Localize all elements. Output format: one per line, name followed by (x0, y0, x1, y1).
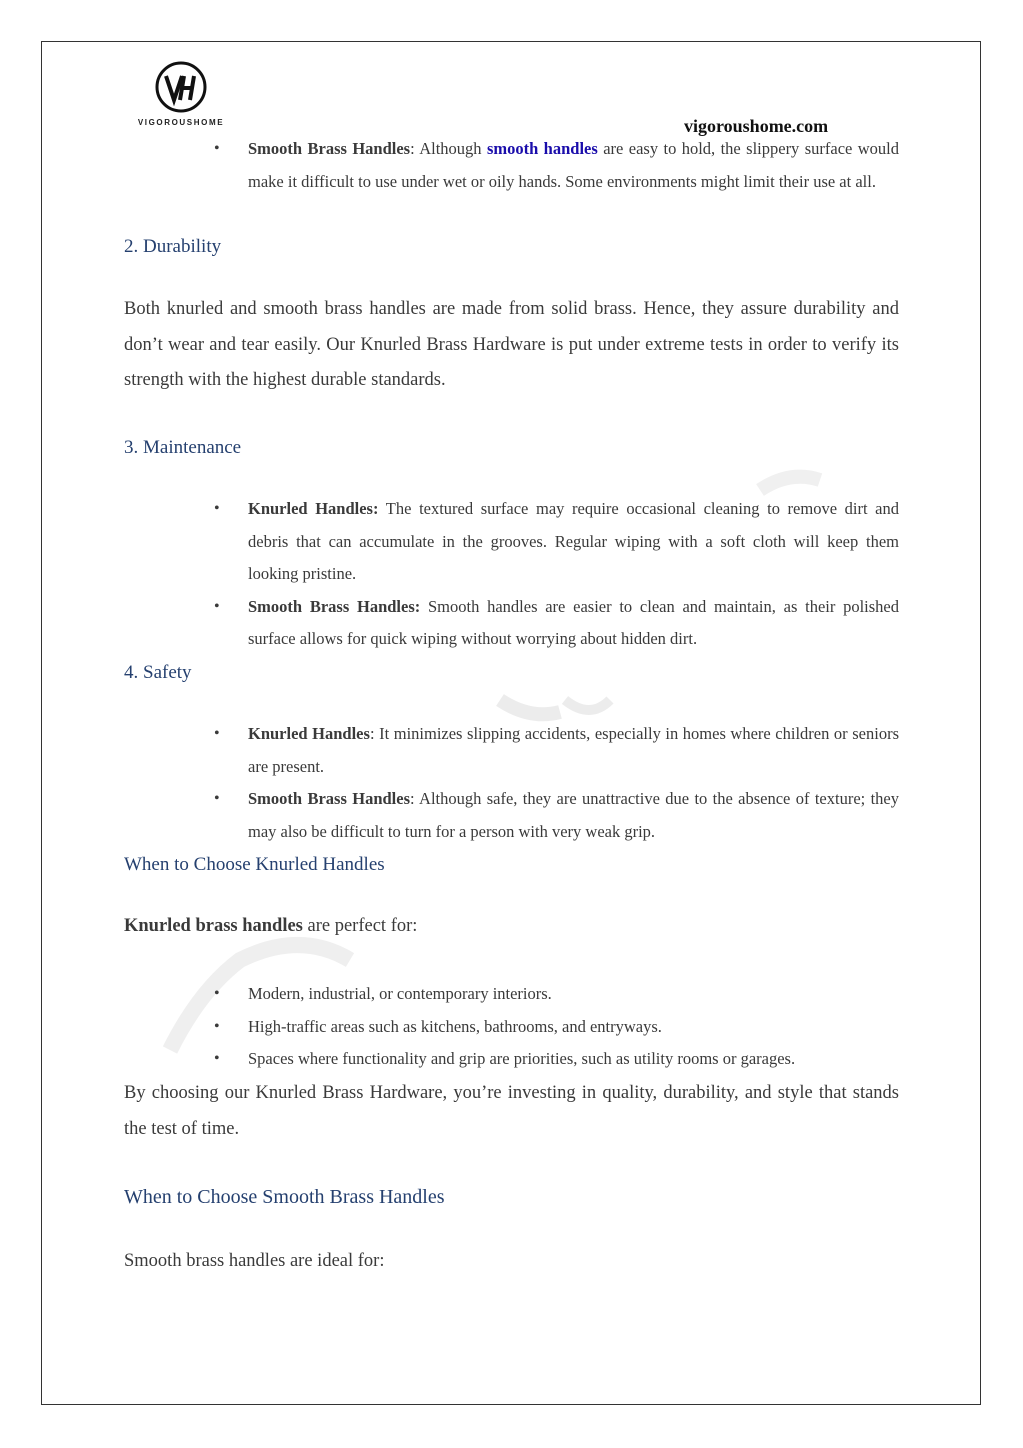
list-item (210, 1043, 899, 1076)
maintenance-list (210, 493, 899, 656)
item-bold-label: Smooth Brass Handles: (248, 596, 421, 616)
list-item (210, 718, 899, 783)
item-text: Spaces where functionality and grip are priorities, such as utility rooms or garages. (248, 1049, 796, 1068)
knurled-closing-paragraph: By choosing our Knurled Brass Hardware, you’re investing in quality, durability, and style that stands the test of time. (124, 1083, 899, 1139)
durability-heading: 2. Durability (124, 236, 222, 257)
maintenance-heading: 3. Maintenance (124, 437, 242, 458)
knurled-choice-list (210, 978, 899, 1076)
item-text: are easy to hold, the slippery surface would make it difficult to use under wet or oily hands. Some environments might limit their use at all. (248, 139, 900, 191)
item-bold-label: Knurled Handles: (248, 499, 379, 518)
list-item (210, 591, 899, 656)
item-text: The textured surface may require occasional cleaning to remove dirt and debris that can accumulate in the grooves. Regular wiping with a soft cloth will keep them looking pristine. (248, 499, 900, 583)
bullet-icon: • (214, 140, 220, 157)
logo-mark-icon (122, 60, 240, 116)
item-bold-label: Smooth Brass Handles (248, 139, 411, 158)
item-bold-label: Smooth Brass Handles (248, 789, 410, 808)
logo-text: VIGOROUSHOME (137, 118, 225, 127)
item-text: : It minimizes slipping accidents, especially in homes where children or seniors are present. (248, 724, 899, 776)
smooth-choice-heading: When to Choose Smooth Brass Handles (124, 1186, 445, 1208)
list-item (210, 133, 899, 198)
list-item (210, 978, 899, 1011)
item-text: : Although (410, 139, 487, 158)
bullet-icon: • (214, 597, 220, 615)
list-item (210, 493, 899, 591)
item-text: : Although safe, they are unattractive due to the absence of texture; they may also be difficult to turn for a person with very weak grip. (248, 789, 899, 841)
smooth-choice-lead: Smooth brass handles are ideal for: (124, 1251, 385, 1271)
knurled-lead (124, 909, 899, 945)
bullet-icon: • (214, 1017, 220, 1035)
intro-bullet-list (210, 133, 899, 198)
list-item (210, 783, 899, 848)
item-bold-label: Knurled Handles (248, 724, 370, 743)
safety-list (210, 718, 899, 848)
bullet-icon: • (214, 725, 220, 742)
bullet-icon: • (214, 985, 220, 1002)
bullet-icon: • (214, 1050, 220, 1067)
item-text: Modern, industrial, or contemporary interiors. (248, 984, 552, 1003)
list-item (210, 1011, 899, 1044)
bullet-icon: • (214, 790, 220, 807)
durability-paragraph: Both knurled and smooth brass handles are made from solid brass. Hence, they assure durability and don’t wear and tear easily. Our Knurled Brass Hardware is put under extreme tests in order to verify its strength with the highest durable standards. (124, 299, 899, 390)
knurled-choice-heading: When to Choose Knurled Handles (124, 854, 385, 875)
lead-text: are perfect for: (302, 916, 418, 936)
safety-heading: 4. Safety (124, 662, 192, 683)
item-text: Smooth handles are easier to clean and maintain, as their polished surface allows for quick wiping without worrying about hidden dirt. (248, 596, 899, 648)
lead-bold: Knurled brass handles (124, 916, 303, 936)
site-url: vigoroushome.com (684, 116, 829, 136)
smooth-handles-link[interactable]: smooth handles (486, 139, 598, 158)
item-text: High-traffic areas such as kitchens, bathrooms, and entryways. (248, 1016, 662, 1036)
brand-logo (122, 60, 240, 132)
bullet-icon: • (214, 500, 220, 517)
